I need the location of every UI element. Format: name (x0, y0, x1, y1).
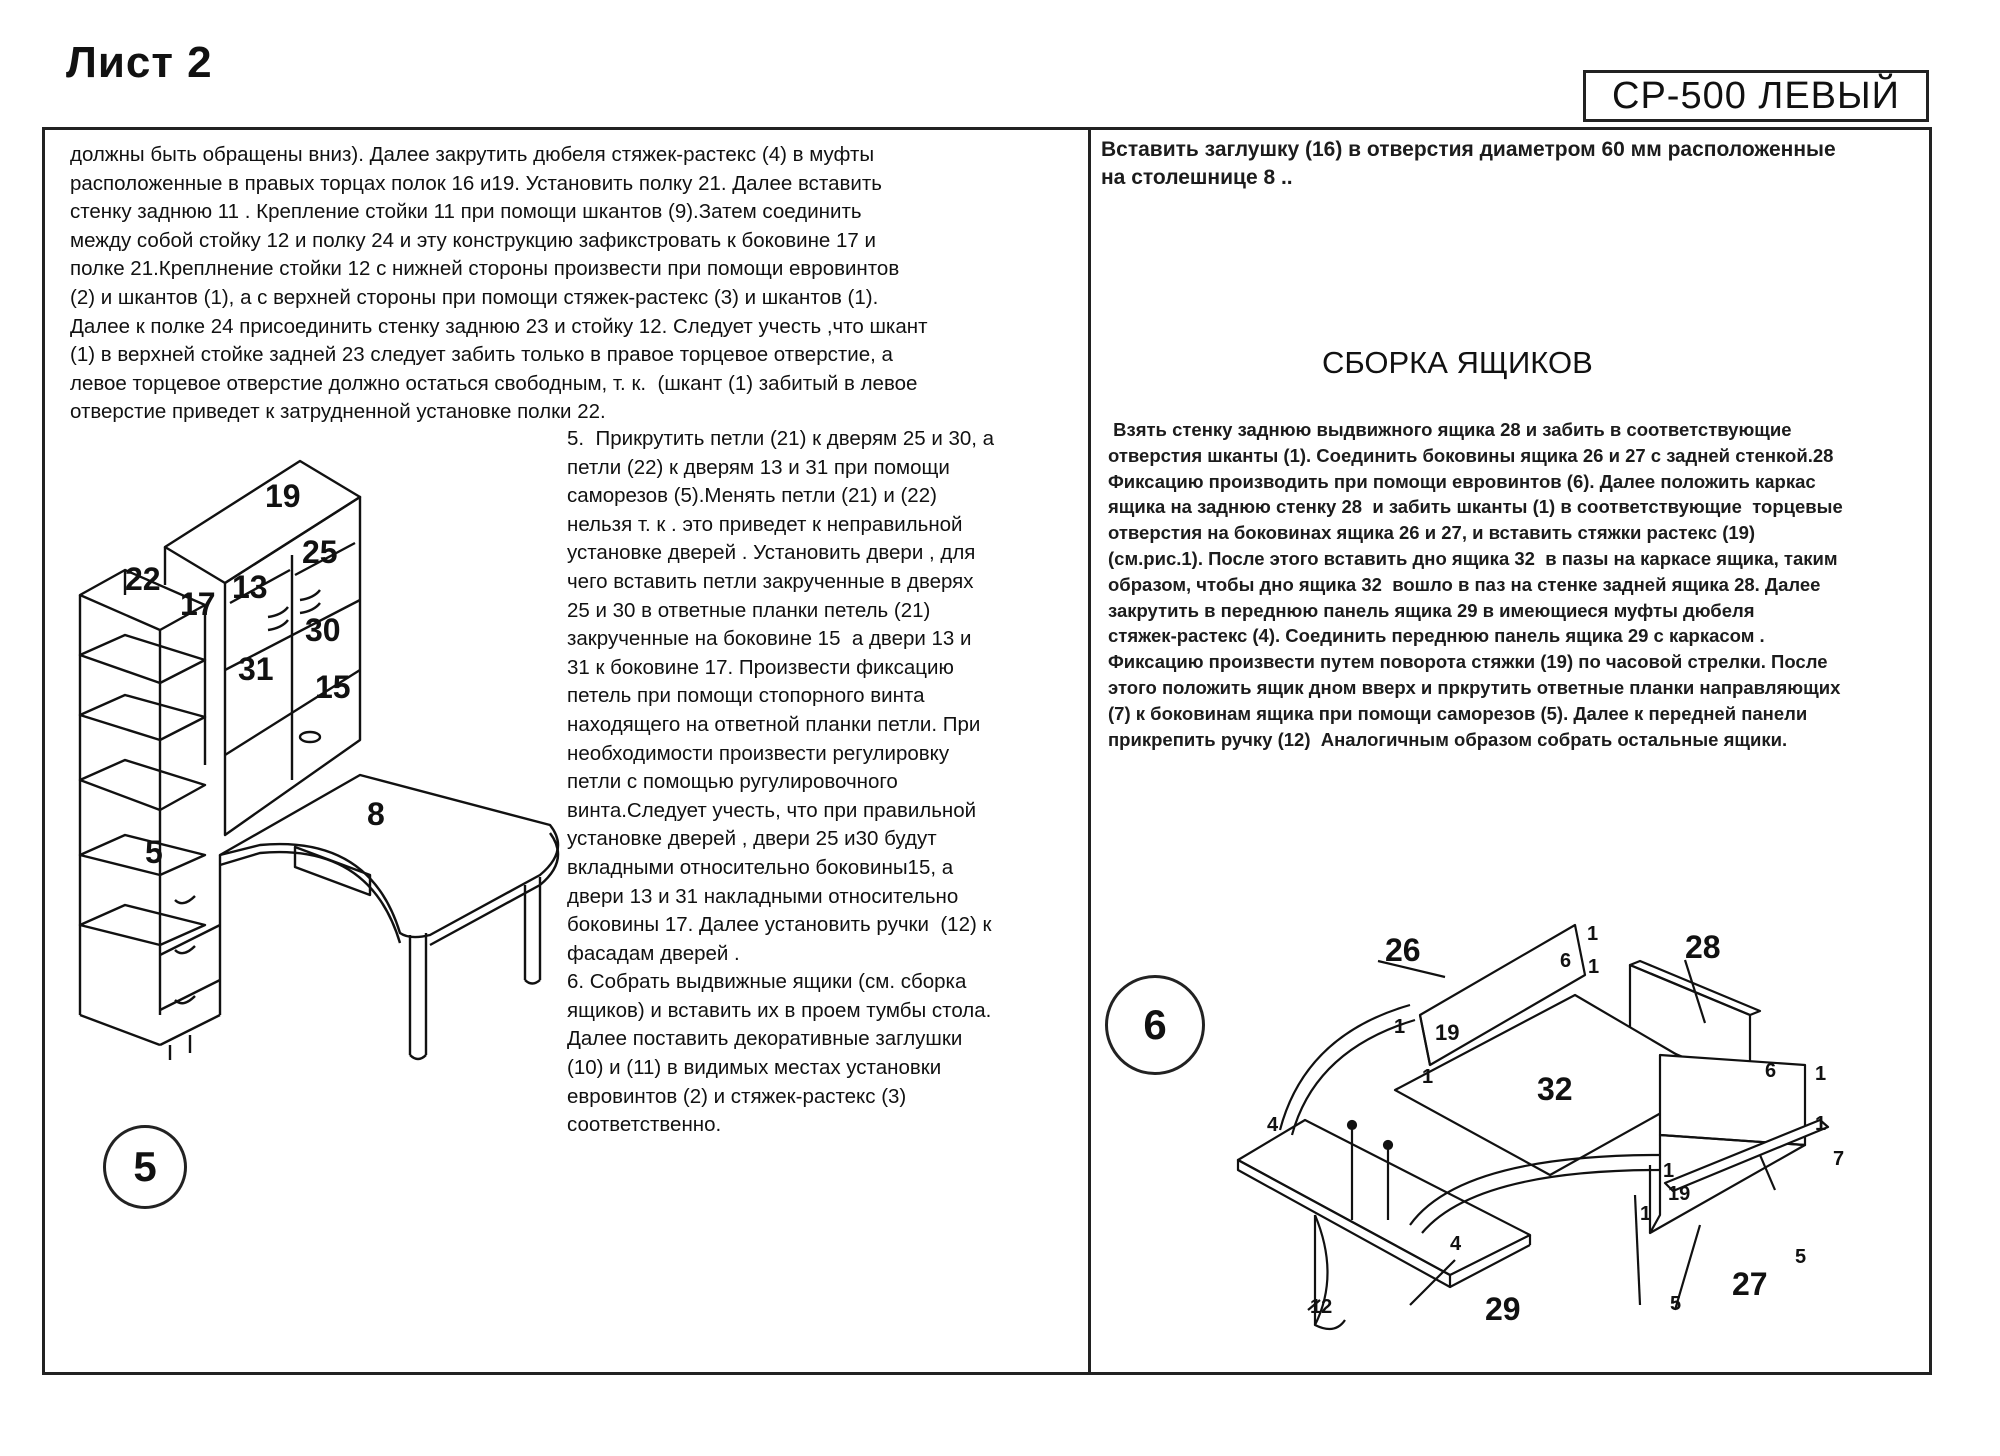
left-paragraph-steps: 5. Прикрутить петли (21) к дверям 25 и 30, а петли (22) к дверям 13 и 31 при помощи саморезов (5).Менять петли (21) и (22) нельзя т. к . это приведет к неправильной установке дверей . Установить двери , для чего вставить петли закрученные в дверях 25 и 30 в ответные планки петель (21) закрученные на боковине 15 а двери 13 и 31 к боковине 17. Произвести фиксацию петель при помощи стопорного винта находящего на ответной планки петли. При необходимости произвести регулировку петли с помощью ругулировочного винта.Следует учесть, что при правильной установке дверей , двери 25 и30 будут вкладными относительно боковины15, а двери 13 и 31 накладными относительно боковины 17. Далее установить ручки (12) к фасадам дверей . 6. Собрать выдвижные ящики (см. сборка ящиков) и вставить их в проем тумбы стола. Далее поставить декоративные заглушки (10) и (11) в видимых местах установки евровинтов (2) и стяжек-растекс (3) соответственно. (567, 427, 995, 1137)
drawer-label-29: 29 (1485, 1291, 1521, 1327)
drawer-label-28: 28 (1685, 929, 1721, 965)
right-paragraph-top: Вставить заглушку (16) в отверстия диаметром 60 мм расположенные на столешнице 8 .. (1101, 138, 1836, 189)
drawer-label-7: 7 (1833, 1148, 1845, 1170)
desk-drawing-svg (70, 455, 570, 1075)
desk-label-25: 25 (302, 534, 338, 570)
drawer-label-26: 26 (1385, 932, 1421, 968)
drawer-label-1-b: 1 (1588, 956, 1600, 978)
figure-number-5: 5 (103, 1125, 187, 1209)
drawer-label-6-b: 6 (1765, 1060, 1777, 1082)
drawer-label-4-b: 4 (1450, 1233, 1462, 1255)
left-paragraph-top: должны быть обращены вниз). Далее закрутить дюбеля стяжек-растекс (4) в муфты расположенные в правых торцах полок 16 и19. Установить полку 21. Далее вставить стенку заднюю 11 . Крепление стойки 11 при помощи шкантов (9).Затем соединить между собой стойку 12 и полку 24 и эту конструкцию зафикстровать к боковине 17 и полке 21.Креплнение стойки 12 с нижней стороны произвести при помощи евровинтов (2) и шкантов (1), а с верхней стороны при помощи стяжек-растекс (3) и шкантов (1). Далее к полке 24 присоединить стенку заднюю 23 и стойку 12. Следует учесть ,что шкант (1) в верхней стойке задней 23 следует забить только в правое торцевое отверстие, а левое торцевое отверстие должно остаться свободным, т. к. (шкант (1) забитый в левое отверстие приведет к затрудненной установке полки 22. (70, 143, 928, 424)
drawer-label-19-a: 19 (1435, 1020, 1460, 1045)
desk-label-30: 30 (305, 612, 341, 648)
desk-label-22: 22 (125, 561, 161, 597)
desk-label-13: 13 (232, 569, 268, 605)
model-label-box: СР-500 ЛЕВЫЙ (1583, 70, 1929, 122)
drawer-label-6-a: 6 (1560, 950, 1572, 972)
drawer-label-5-b: 5 (1670, 1293, 1682, 1315)
drawer-label-32: 32 (1537, 1071, 1573, 1107)
drawer-label-1-c: 1 (1394, 1016, 1406, 1038)
desk-label-8: 8 (367, 796, 385, 832)
drawer-label-1-h: 1 (1640, 1203, 1652, 1225)
drawer-label-4-a: 4 (1267, 1114, 1279, 1136)
drawer-label-19-b: 19 (1668, 1183, 1691, 1205)
drawer-label-1-a: 1 (1587, 923, 1599, 945)
drawer-label-27: 27 (1732, 1266, 1768, 1302)
drawer-drawing-svg (1230, 915, 1910, 1355)
desk-label-31: 31 (238, 651, 274, 687)
desk-assembly-drawing (70, 455, 570, 1075)
right-paragraph-assembly: Взять стенку заднюю выдвижного ящика 28 и забить в соответствующие отверстия шканты (1). Соединить боковины ящика 26 и 27 с задней стенкой.28 Фиксацию производить при помощи евровинтов (6). Далее положить каркас ящика на заднюю стенку 28 и забить шканты (1) в соответствующие торцевые отверстия на боковинах ящика 26 и 27, и вставить стяжки растекс (19) (см.рис.1). После этого вставить дно ящика 32 в пазы на каркасе ящика, таким образом, чтобы дно ящика 32 вошло в паз на стенке задней ящика 28. Далее закрутить в переднюю панель ящика 29 в имеющиеся муфты дюбеля стяжек-растекс (4). Соединить переднюю панель ящика 29 с каркасом . Фиксацию произвести путем поворота стяжки (19) по часовой стрелки. После этого положить ящик дном вверх и пркрутить ответные планки направляющих (7) к боковинам ящика при помощи саморезов (5). Далее к передней панели прикрепить ручку (12) Аналогичным образом собрать остальные ящики. (1108, 419, 1843, 750)
desk-label-17: 17 (180, 586, 216, 622)
sheet-title: Лист 2 (66, 38, 213, 87)
drawer-assembly-drawing (1230, 915, 1910, 1355)
figure-number-6: 6 (1105, 975, 1205, 1075)
desk-label-19: 19 (265, 478, 301, 514)
drawer-label-1-d: 1 (1422, 1066, 1434, 1088)
drawer-label-5-a: 5 (1795, 1246, 1807, 1268)
desk-label-5: 5 (145, 834, 163, 870)
desk-label-15: 15 (315, 669, 351, 705)
drawer-label-1-g: 1 (1663, 1160, 1675, 1182)
section-heading: СБОРКА ЯЩИКОВ (1322, 345, 1593, 380)
drawer-label-1-e: 1 (1815, 1063, 1827, 1085)
drawer-label-1-f: 1 (1815, 1113, 1827, 1135)
column-divider (1088, 127, 1091, 1372)
drawer-label-12: 12 (1310, 1296, 1333, 1318)
